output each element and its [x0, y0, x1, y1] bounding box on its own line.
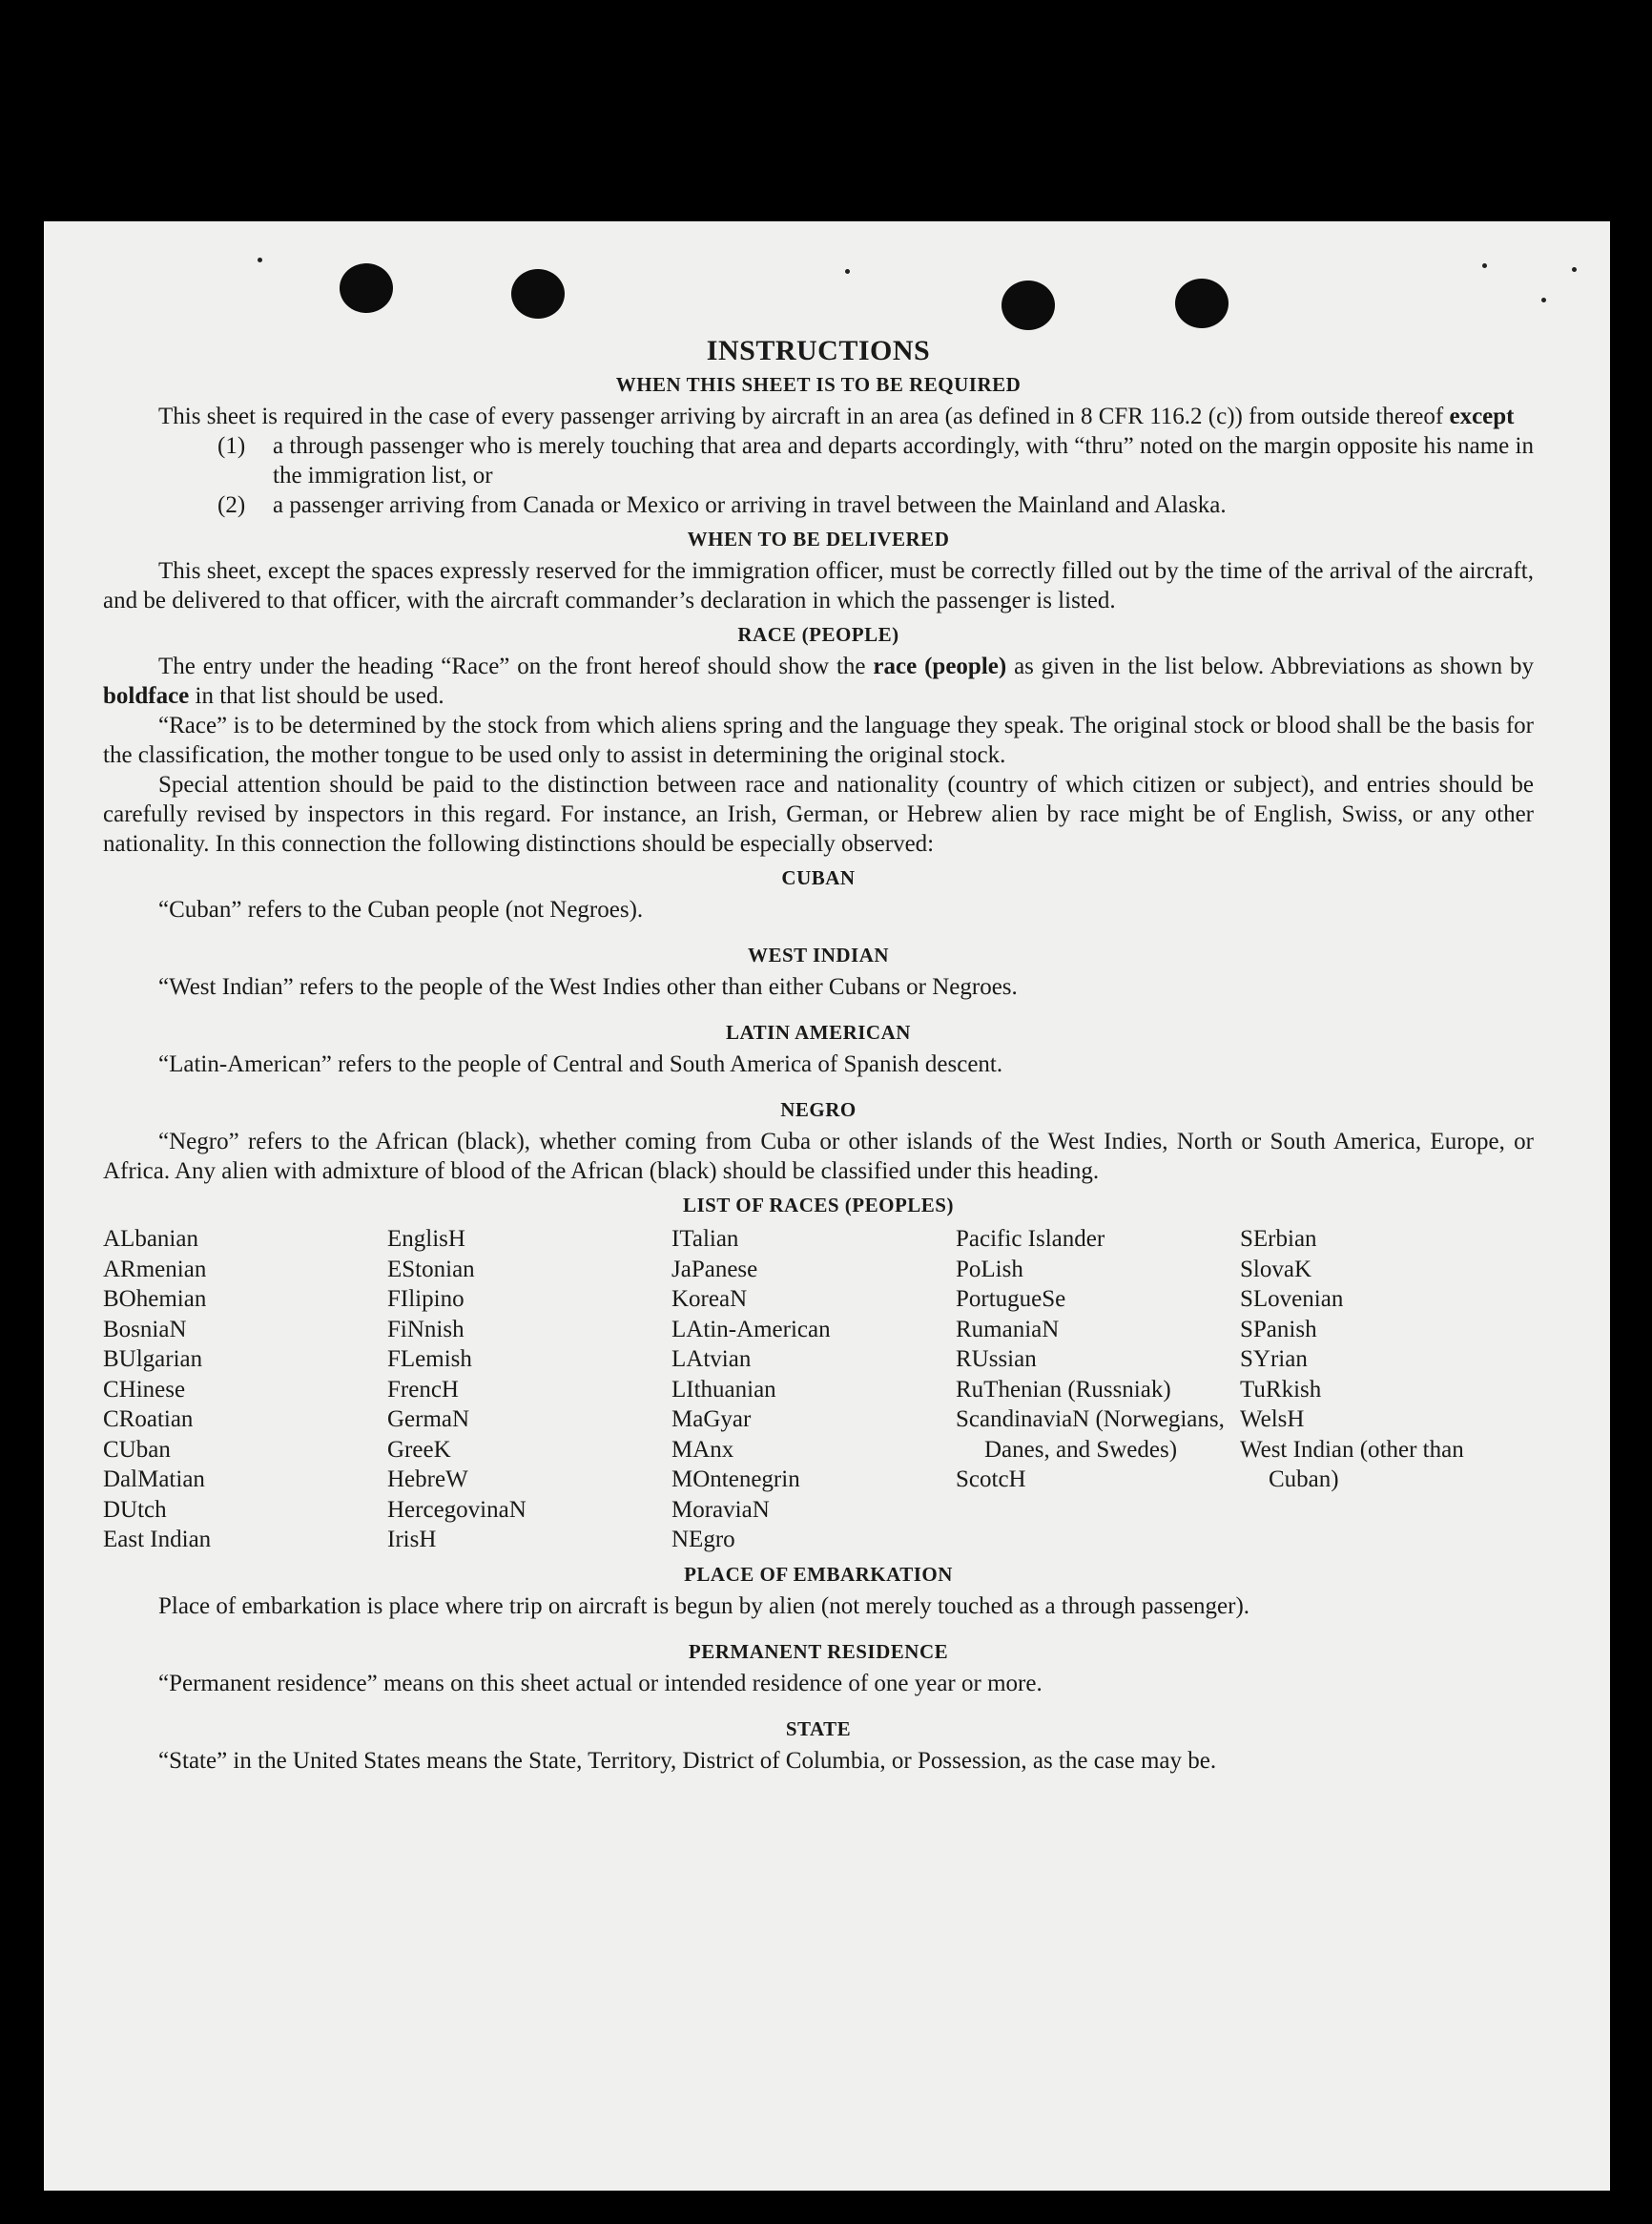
section-heading-list-of-races: LIST OF RACES (PEOPLES) — [683, 1194, 954, 1216]
race-entry: GreeK — [387, 1436, 451, 1463]
race-entry: SYrian — [1240, 1346, 1308, 1372]
race-entry: PoLish — [956, 1256, 1023, 1282]
punch-hole — [1175, 279, 1229, 328]
race-entry: EStonian — [387, 1256, 475, 1282]
race-entry: ITalian — [671, 1226, 739, 1252]
race-entry: JaPanese — [671, 1256, 758, 1282]
section-heading-state: STATE — [785, 1716, 852, 1740]
race-entry: RUssian — [956, 1346, 1037, 1372]
race-entry: SPanish — [1240, 1316, 1317, 1342]
delivered-text: This sheet, except the spaces expressly reserved for the immigration officer, must be correctly filled out by the time of the arrival of the aircraft, and be delivered to that officer, with the aircraft commander’s declaration in which the passenger is listed. — [103, 558, 1534, 613]
section-heading-delivered: WHEN TO BE DELIVERED — [687, 528, 950, 551]
race-p1-end: in that list should be used. — [195, 683, 444, 709]
required-intro-text: This sheet is required in the case of every passenger arriving by aircraft in an area (as defined in 8 CFR 116.2 (c)) from outside thereof — [158, 404, 1444, 429]
race-entry: KoreaN — [671, 1286, 748, 1312]
race-entry: HercegovinaN — [387, 1496, 527, 1523]
race-entry: SlovaK — [1240, 1256, 1311, 1282]
race-entry: GermaN — [387, 1406, 470, 1432]
document-sheet — [44, 221, 1610, 2191]
race-entry: MOntenegrin — [671, 1466, 800, 1492]
race-entry: MoraviaN — [671, 1496, 770, 1523]
race-entry: RumaniaN — [956, 1316, 1060, 1342]
race-entry: PortugueSe — [956, 1286, 1066, 1312]
race-entry: LIthuanian — [671, 1376, 776, 1403]
punch-hole — [511, 269, 565, 319]
negro-text: “Negro” refers to the African (black), whether coming from Cuba or other islands of the West Indies, North or South America, Europe, or Africa. Any alien with admixture of blood of the African (black) should be classified under this heading. — [103, 1129, 1534, 1184]
race-entry: LAtvian — [671, 1346, 752, 1372]
race-entry: CHinese — [103, 1376, 186, 1403]
races-column-2 — [387, 1224, 671, 1555]
speck — [845, 269, 850, 274]
race-entry: East Indian — [103, 1527, 212, 1552]
west-indian-text: “West Indian” refers to the people of the West Indies other than either Cubans or Negroes. — [158, 974, 1018, 1000]
race-entry: BOhemian — [103, 1286, 207, 1312]
race-paragraph-3: Special attention should be paid to the distinction between race and nationality (country of which citizen or subject), and entries should be carefully revised by inspectors in this regard. For instance, an Irish, German, or Hebrew alien by race might be of English, Swiss, or any other nationality. In this connection the following distinctions should be especially observed: — [103, 772, 1534, 857]
race-p1-bold: race (people) — [873, 654, 1007, 679]
race-entry: West Indian (other than Cuban) — [1240, 1436, 1464, 1492]
race-entry: BosniaN — [103, 1316, 187, 1342]
race-entry: Pacific Islander — [956, 1226, 1105, 1252]
race-entry: ScotcH — [956, 1466, 1026, 1492]
required-intro-except: except — [1449, 404, 1515, 429]
speck — [1482, 263, 1487, 268]
cuban-text: “Cuban” refers to the Cuban people (not Negroes). — [158, 897, 644, 923]
instructions-content — [103, 336, 1534, 1776]
list-item — [217, 431, 1534, 490]
races-column-4 — [956, 1224, 1240, 1555]
section-heading-latin-american: LATIN AMERICAN — [726, 1021, 911, 1044]
item-text: a through passenger who is merely touching that area and departs accordingly, with “thru” noted on the margin opposite his name in the immigration list, or — [273, 433, 1534, 488]
section-heading-negro: NEGRO — [780, 1098, 857, 1121]
race-entry: SErbian — [1240, 1226, 1317, 1252]
race-entry: SLovenian — [1240, 1286, 1344, 1312]
race-entry: TuRkish — [1240, 1376, 1322, 1403]
state-text: “State” in the United States means the State, Territory, District of Columbia, or Possession, as the case may be. — [158, 1747, 1217, 1774]
race-entry: IrisH — [387, 1527, 437, 1552]
item-number: (1) — [217, 433, 246, 459]
race-entry: CRoatian — [103, 1406, 194, 1432]
races-list — [103, 1224, 1534, 1555]
race-entry: ALbanian — [103, 1226, 198, 1252]
section-heading-race: RACE (PEOPLE) — [737, 623, 899, 646]
speck — [258, 258, 262, 262]
section-heading-embarkation: PLACE OF EMBARKATION — [684, 1562, 953, 1586]
race-entry: MaGyar — [671, 1406, 752, 1432]
race-p1-mid: as given in the list below. Abbreviations as shown by — [1014, 654, 1535, 679]
race-entry: WelsH — [1240, 1406, 1305, 1432]
section-heading-residence: PERMANENT RESIDENCE — [688, 1639, 949, 1663]
punch-hole — [340, 263, 393, 313]
punch-hole — [1002, 281, 1055, 330]
required-intro — [103, 402, 1534, 431]
section-heading-west-indian: WEST INDIAN — [747, 944, 890, 967]
race-entry: FiNnish — [387, 1316, 465, 1342]
race-entry: FLemish — [387, 1346, 472, 1372]
race-paragraph-2: “Race” is to be determined by the stock from which aliens spring and the language they speak. The original stock or blood shall be the basis for the classification, the mother tongue to be used only to assist in determining the original stock. — [103, 713, 1534, 768]
race-p1-start: The entry under the heading “Race” on the front hereof should show the — [158, 654, 866, 679]
race-entry: MAnx — [671, 1436, 734, 1463]
speck — [1572, 267, 1577, 272]
race-paragraph-1 — [103, 652, 1534, 711]
race-entry: FIlipino — [387, 1286, 465, 1312]
embarkation-text: Place of embarkation is place where trip on aircraft is begun by alien (not merely touched as a through passenger). — [158, 1592, 1250, 1619]
race-entry: DUtch — [103, 1496, 167, 1523]
race-entry: RuThenian (Russniak) — [956, 1376, 1171, 1403]
section-heading-cuban: CUBAN — [781, 866, 856, 889]
race-entry: CUban — [103, 1436, 171, 1463]
latin-american-text: “Latin-American” refers to the people of Central and South America of Spanish descent. — [158, 1051, 1003, 1077]
races-column-5 — [1240, 1224, 1526, 1555]
race-entry: HebreW — [387, 1466, 468, 1492]
race-p1-bold2: boldface — [103, 683, 190, 709]
section-heading-required: WHEN THIS SHEET IS TO BE REQUIRED — [615, 373, 1022, 396]
residence-text: “Permanent residence” means on this sheet actual or intended residence of one year or more. — [158, 1670, 1043, 1696]
race-entry: ScandinaviaN (Norwegians, Danes, and Swedes) — [956, 1406, 1225, 1463]
item-number: (2) — [217, 492, 246, 518]
race-entry: LAtin-American — [671, 1316, 831, 1342]
race-entry: ARmenian — [103, 1256, 207, 1282]
race-entry: FrencH — [387, 1376, 459, 1403]
item-text: a passenger arriving from Canada or Mexico or arriving in travel between the Mainland and Alaska. — [273, 492, 1227, 518]
race-entry: DalMatian — [103, 1466, 205, 1492]
list-item — [217, 490, 1534, 520]
speck — [1541, 298, 1546, 302]
race-entry: BUlgarian — [103, 1346, 203, 1372]
page-title: INSTRUCTIONS — [706, 335, 931, 366]
race-entry: NEgro — [671, 1527, 735, 1552]
races-column-1 — [103, 1224, 387, 1555]
races-column-3 — [671, 1224, 956, 1555]
race-entry: EnglisH — [387, 1226, 465, 1252]
